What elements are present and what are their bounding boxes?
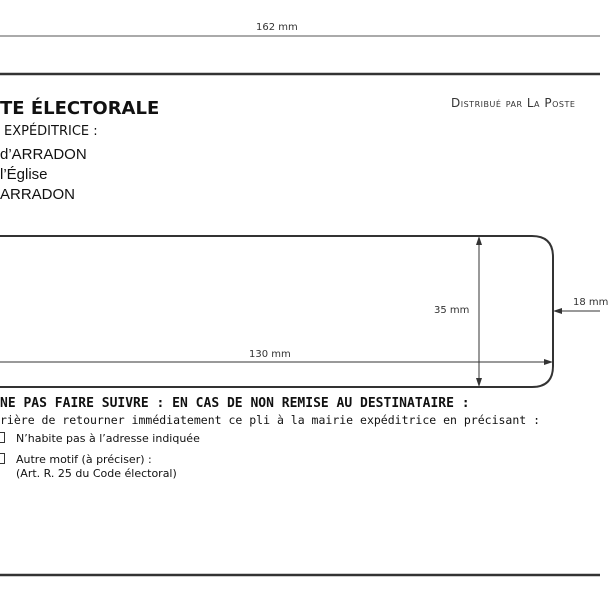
sender-label: EXPÉDITRICE :	[4, 124, 98, 139]
option-checkbox-2	[0, 453, 5, 464]
distributor-label: Distribué par La Poste	[451, 96, 576, 110]
right-offset-label: 18 mm	[573, 297, 608, 308]
top-width-label: 162 mm	[256, 22, 298, 33]
notice-title: NE PAS FAIRE SUIVRE : EN CAS DE NON REMISE AU DESTINATAIRE :	[0, 396, 470, 411]
sender-address-line-3: ARRADON	[0, 186, 76, 203]
option-label-2: Autre motif (à préciser) :	[16, 453, 152, 466]
envelope-title: TE ÉLECTORALE	[0, 98, 160, 119]
sender-address-line-2: l’Église	[0, 166, 48, 183]
option-checkbox-1	[0, 432, 5, 443]
option-detail-2: (Art. R. 25 du Code électoral)	[16, 467, 177, 480]
option-label-1: N’habite pas à l’adresse indiquée	[16, 432, 200, 445]
notice-instruction: rière de retourner immédiatement ce pli à la mairie expéditrice en précisant :	[0, 413, 541, 427]
address-window	[0, 236, 553, 387]
window-height-label: 35 mm	[434, 305, 470, 316]
window-width-label: 130 mm	[249, 349, 291, 360]
sender-address-line-1: d’ARRADON	[0, 146, 87, 163]
